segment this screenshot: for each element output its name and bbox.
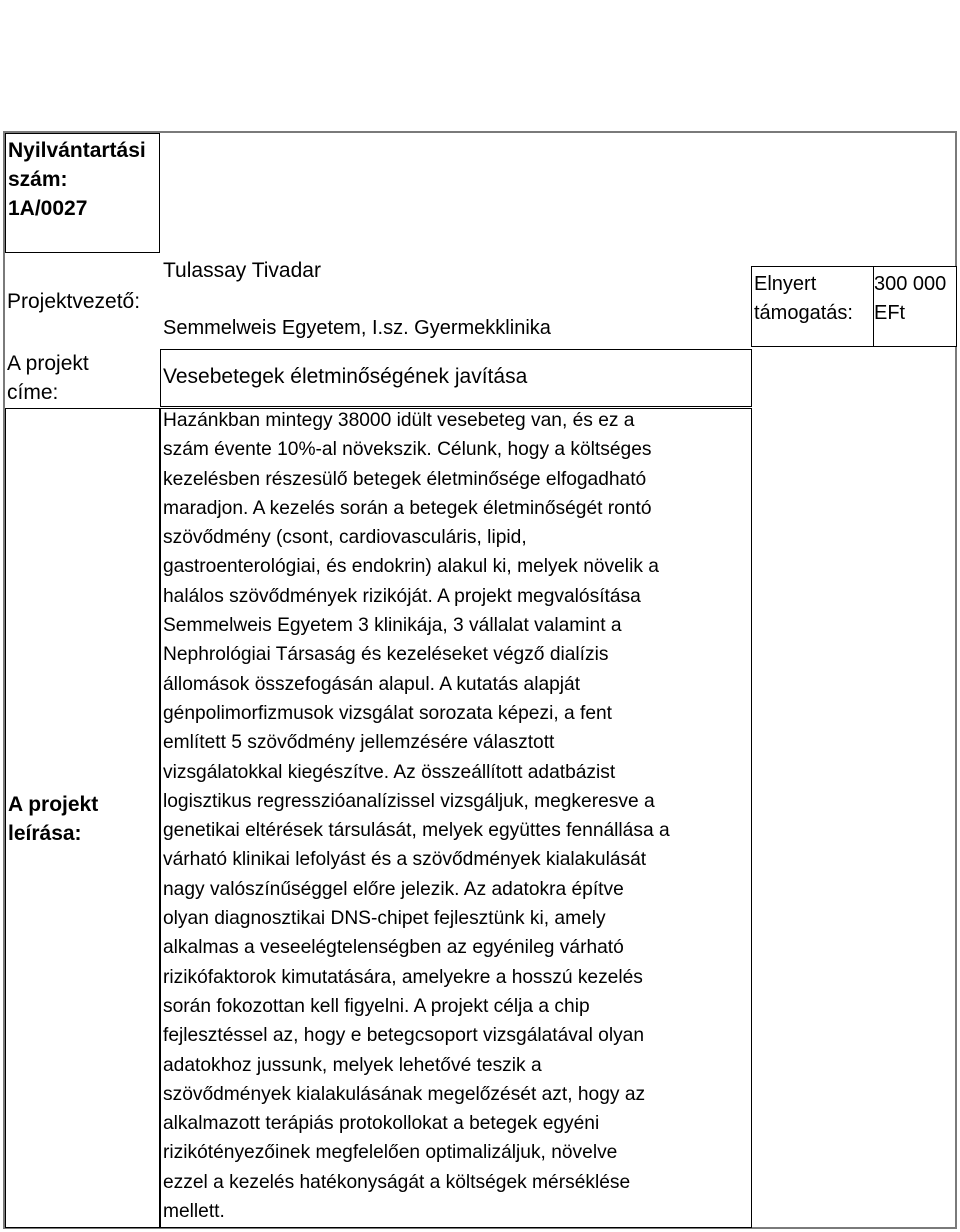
description-line: adatokhoz jussunk, melyek lehetővé teszik a bbox=[163, 1054, 542, 1076]
description-line: Hazánkban mintegy 38000 idült vesebeteg van, és ez a bbox=[163, 410, 635, 431]
grant-amount-value: 300 000 bbox=[874, 273, 947, 295]
description-line: maradjon. A kezelés során a betegek életminőségét rontó bbox=[163, 497, 652, 519]
description-line: rizikótényezőinek megfelelően optimalizáljuk, növelve bbox=[163, 1142, 618, 1164]
grant-amount-unit: EFt bbox=[874, 302, 906, 324]
registration-label bbox=[8, 136, 146, 223]
grant-label-line2: támogatás: bbox=[754, 302, 853, 324]
description-line: szövődmény (csont, cardiovasculáris, lipid, bbox=[163, 527, 527, 549]
description-line: említett 5 szövődmény jellemzésére választott bbox=[163, 732, 555, 754]
description-line: ezzel a kezelés hatékonyságát a költségek mérséklése bbox=[163, 1171, 631, 1193]
description-line: Semmelweis Egyetem 3 klinikája, 3 vállalat valamint a bbox=[163, 615, 622, 637]
project-description-label-line2: leírása: bbox=[8, 822, 82, 845]
description-line: logisztikus regresszióanalízissel vizsgáljuk, megkeresve a bbox=[163, 790, 655, 812]
description-line: szám évente 10%-al növekszik. Célunk, hogy a költséges bbox=[163, 439, 652, 461]
registration-number: 1A/0027 bbox=[8, 197, 88, 220]
description-line: nagy valószínűséggel előre jelezik. Az adatokra építve bbox=[163, 878, 624, 900]
description-line: alkalmazott terápiás protokollokat a betegek egyéni bbox=[163, 1113, 600, 1135]
description-line: genetikai eltérések társulását, melyek együttes fennállása a bbox=[163, 820, 670, 842]
project-title-label bbox=[7, 349, 89, 407]
description-line: állomások összefogásán alapul. A kutatás alapját bbox=[163, 673, 581, 695]
description-line: gastroenterológiai, és endokrin) alakul ki, melyek növelik a bbox=[163, 556, 659, 578]
description-line: halálos szövődmények rizikóját. A projekt megvalósítása bbox=[163, 585, 641, 607]
project-title: Vesebetegek életminőségének javítása bbox=[163, 365, 528, 388]
description-line: Nephrológiai Társaság és kezeléseket végző dialízis bbox=[163, 644, 609, 666]
registration-label-line2: szám: bbox=[8, 168, 68, 191]
description-line: rizikófaktorok kimutatására, amelyekre a hosszú kezelés bbox=[163, 966, 643, 988]
grant-amount bbox=[874, 270, 946, 328]
description-line: során fokozottan kell figyelni. A projekt célja a chip bbox=[163, 995, 590, 1017]
project-description-label-line1: A projekt bbox=[8, 793, 99, 816]
project-leader-institution: Semmelweis Egyetem, I.sz. Gyermekklinika bbox=[163, 317, 551, 339]
description-line: alkalmas a veseelégtelenségben az egyénileg várható bbox=[163, 937, 624, 959]
description-line: várható klinikai lefolyást és a szövődmények kialakulását bbox=[163, 849, 647, 871]
project-leader-label: Projektvezető: bbox=[7, 290, 141, 313]
project-leader-name: Tulassay Tivadar bbox=[163, 259, 321, 282]
description-line: fejlesztéssel az, hogy e betegcsoport vizsgálatával olyan bbox=[163, 1025, 645, 1047]
description-line: mellett. bbox=[163, 1201, 225, 1223]
project-description-text bbox=[163, 406, 763, 1226]
description-line: vizsgálatokkal kiegészítve. Az összeállított adatbázist bbox=[163, 761, 616, 783]
project-title-label-line2: címe: bbox=[7, 381, 59, 404]
project-description-label bbox=[8, 790, 98, 848]
description-line: kezelésben részesülő betegek életminősége elfogadható bbox=[163, 468, 647, 490]
description-line: szövődmények kialakulásának megelőzését azt, hogy az bbox=[163, 1083, 646, 1105]
registration-label-line1: Nyilvántartási bbox=[8, 139, 146, 162]
project-title-label-line1: A projekt bbox=[7, 352, 89, 375]
grant-label bbox=[754, 270, 853, 328]
grant-label-line1: Elnyert bbox=[754, 273, 817, 295]
description-line: olyan diagnosztikai DNS-chipet fejlesztünk ki, amely bbox=[163, 908, 606, 930]
description-line: génpolimorfizmusok vizsgálat sorozata képezi, a fent bbox=[163, 702, 612, 724]
